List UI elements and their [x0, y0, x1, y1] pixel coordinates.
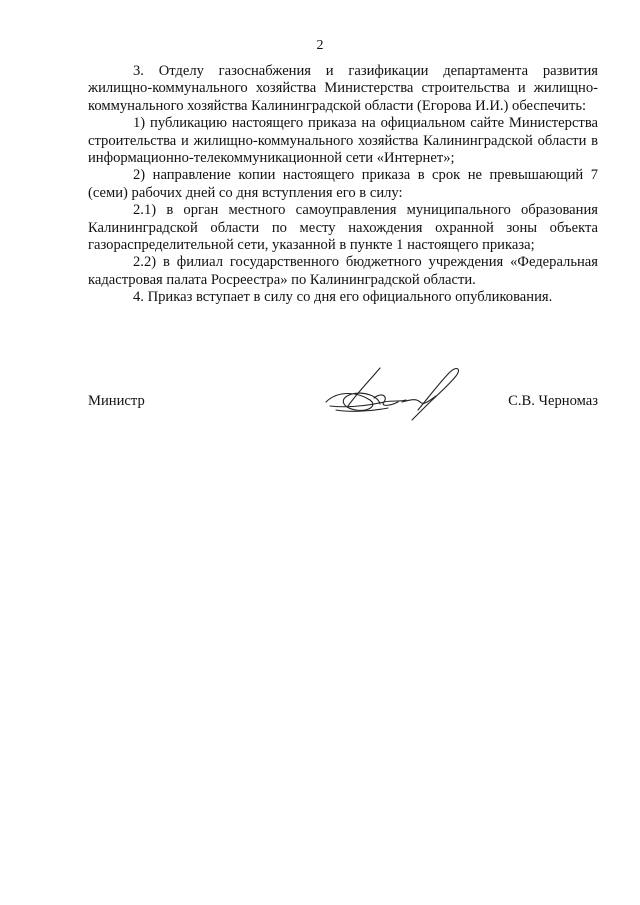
paragraph-3-2-2: 2.2) в филиал государственного бюджетного учреждения «Федеральная кадастровая палата Росреестра» по Калининградской области. — [88, 254, 598, 288]
paragraph-3-2-1: 2.1) в орган местного самоуправления муниципального образования Калининградской области по месту нахождения охранной зоны объекта газораспределительной сети, указанной в пункте 1 настоящего приказа; — [88, 202, 598, 254]
paragraph-3-1: 1) публикацию настоящего приказа на официальном сайте Министерства строительства и жилищно-коммунального хозяйства Калининградской области в информационно-телекоммуникационной сети «Интернет»; — [88, 115, 598, 167]
signature-block — [88, 360, 598, 440]
paragraph-4: 4. Приказ вступает в силу со дня его официального опубликования. — [133, 289, 553, 306]
signatory-title: Министр — [88, 393, 145, 409]
page-number: 2 — [316, 38, 324, 53]
paragraph-3: 3. Отделу газоснабжения и газификации департамента развития жилищно-коммунального хозяйства Министерства строительства и жилищно-коммунального хозяйства Калининградской области (Егорова И.И.) обеспечить: — [88, 63, 598, 114]
handwritten-signature-icon — [318, 362, 468, 424]
paragraph-3-2: 2) направление копии настоящего приказа в срок не превышающий 7 (семи) рабочих дней со дня вступления его в силу: — [88, 167, 598, 201]
signatory-name: С.В. Черномаз — [508, 393, 598, 409]
document-body — [88, 63, 598, 307]
